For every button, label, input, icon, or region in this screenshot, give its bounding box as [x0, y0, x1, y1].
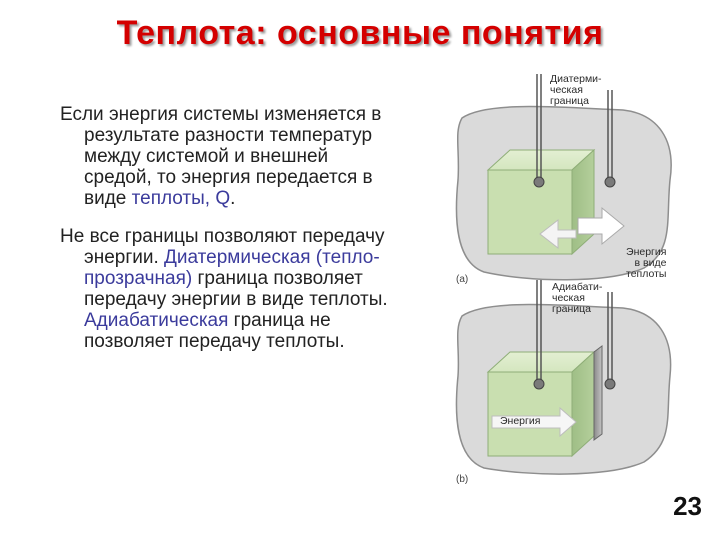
term-diathermic: Диатермическая (тепло-прозрачная): [84, 247, 380, 289]
paragraph-heat-end: .: [230, 188, 236, 209]
slide-title: Теплота: основные понятия: [116, 14, 604, 52]
label-adiabatic-boundary: Адиабати- ческая граница: [552, 281, 603, 315]
paragraph-boundaries: [60, 226, 390, 352]
panel-label-a: (a): [456, 274, 469, 285]
adiabatic-wall-b: [594, 346, 602, 440]
thermometer-bulb-b2: [605, 379, 615, 389]
thermometer-bulb-b1: [534, 379, 544, 389]
slide-body-text: [60, 104, 390, 369]
label-energy-as-heat: Энергия в виде теплоты: [626, 246, 667, 280]
cube-front-a: [488, 170, 572, 254]
page-number: 23: [673, 491, 702, 521]
label-diathermic-boundary: Диатерми- ческая граница: [550, 73, 602, 107]
panel-label-b: (b): [456, 474, 469, 485]
cube-front-b: [488, 372, 572, 456]
paragraph-heat-definition: [60, 104, 390, 209]
term-adiabatic: Адиабатическая: [84, 310, 229, 331]
paragraph-boundaries-adiabatic: граница не позволяет передачу теплоты.: [84, 310, 345, 352]
paragraph-heat-text: Если энергия системы изменяется в результате разности температур между системой и внешней средой, то энергия передается в виде: [60, 104, 382, 209]
thermometer-bulb-a1: [534, 177, 544, 187]
paragraph-boundaries-diathermic: граница позволяет передачу энергии в виде теплоты.: [84, 268, 388, 310]
thermometer-bulb-a2: [605, 177, 615, 187]
paragraph-boundaries-intro: Не все границы позволяют передачу энергии.: [60, 226, 385, 268]
label-energy: Энергия: [500, 415, 541, 427]
boundary-figure: [448, 70, 688, 500]
term-heat: теплоты, Q: [131, 188, 231, 209]
